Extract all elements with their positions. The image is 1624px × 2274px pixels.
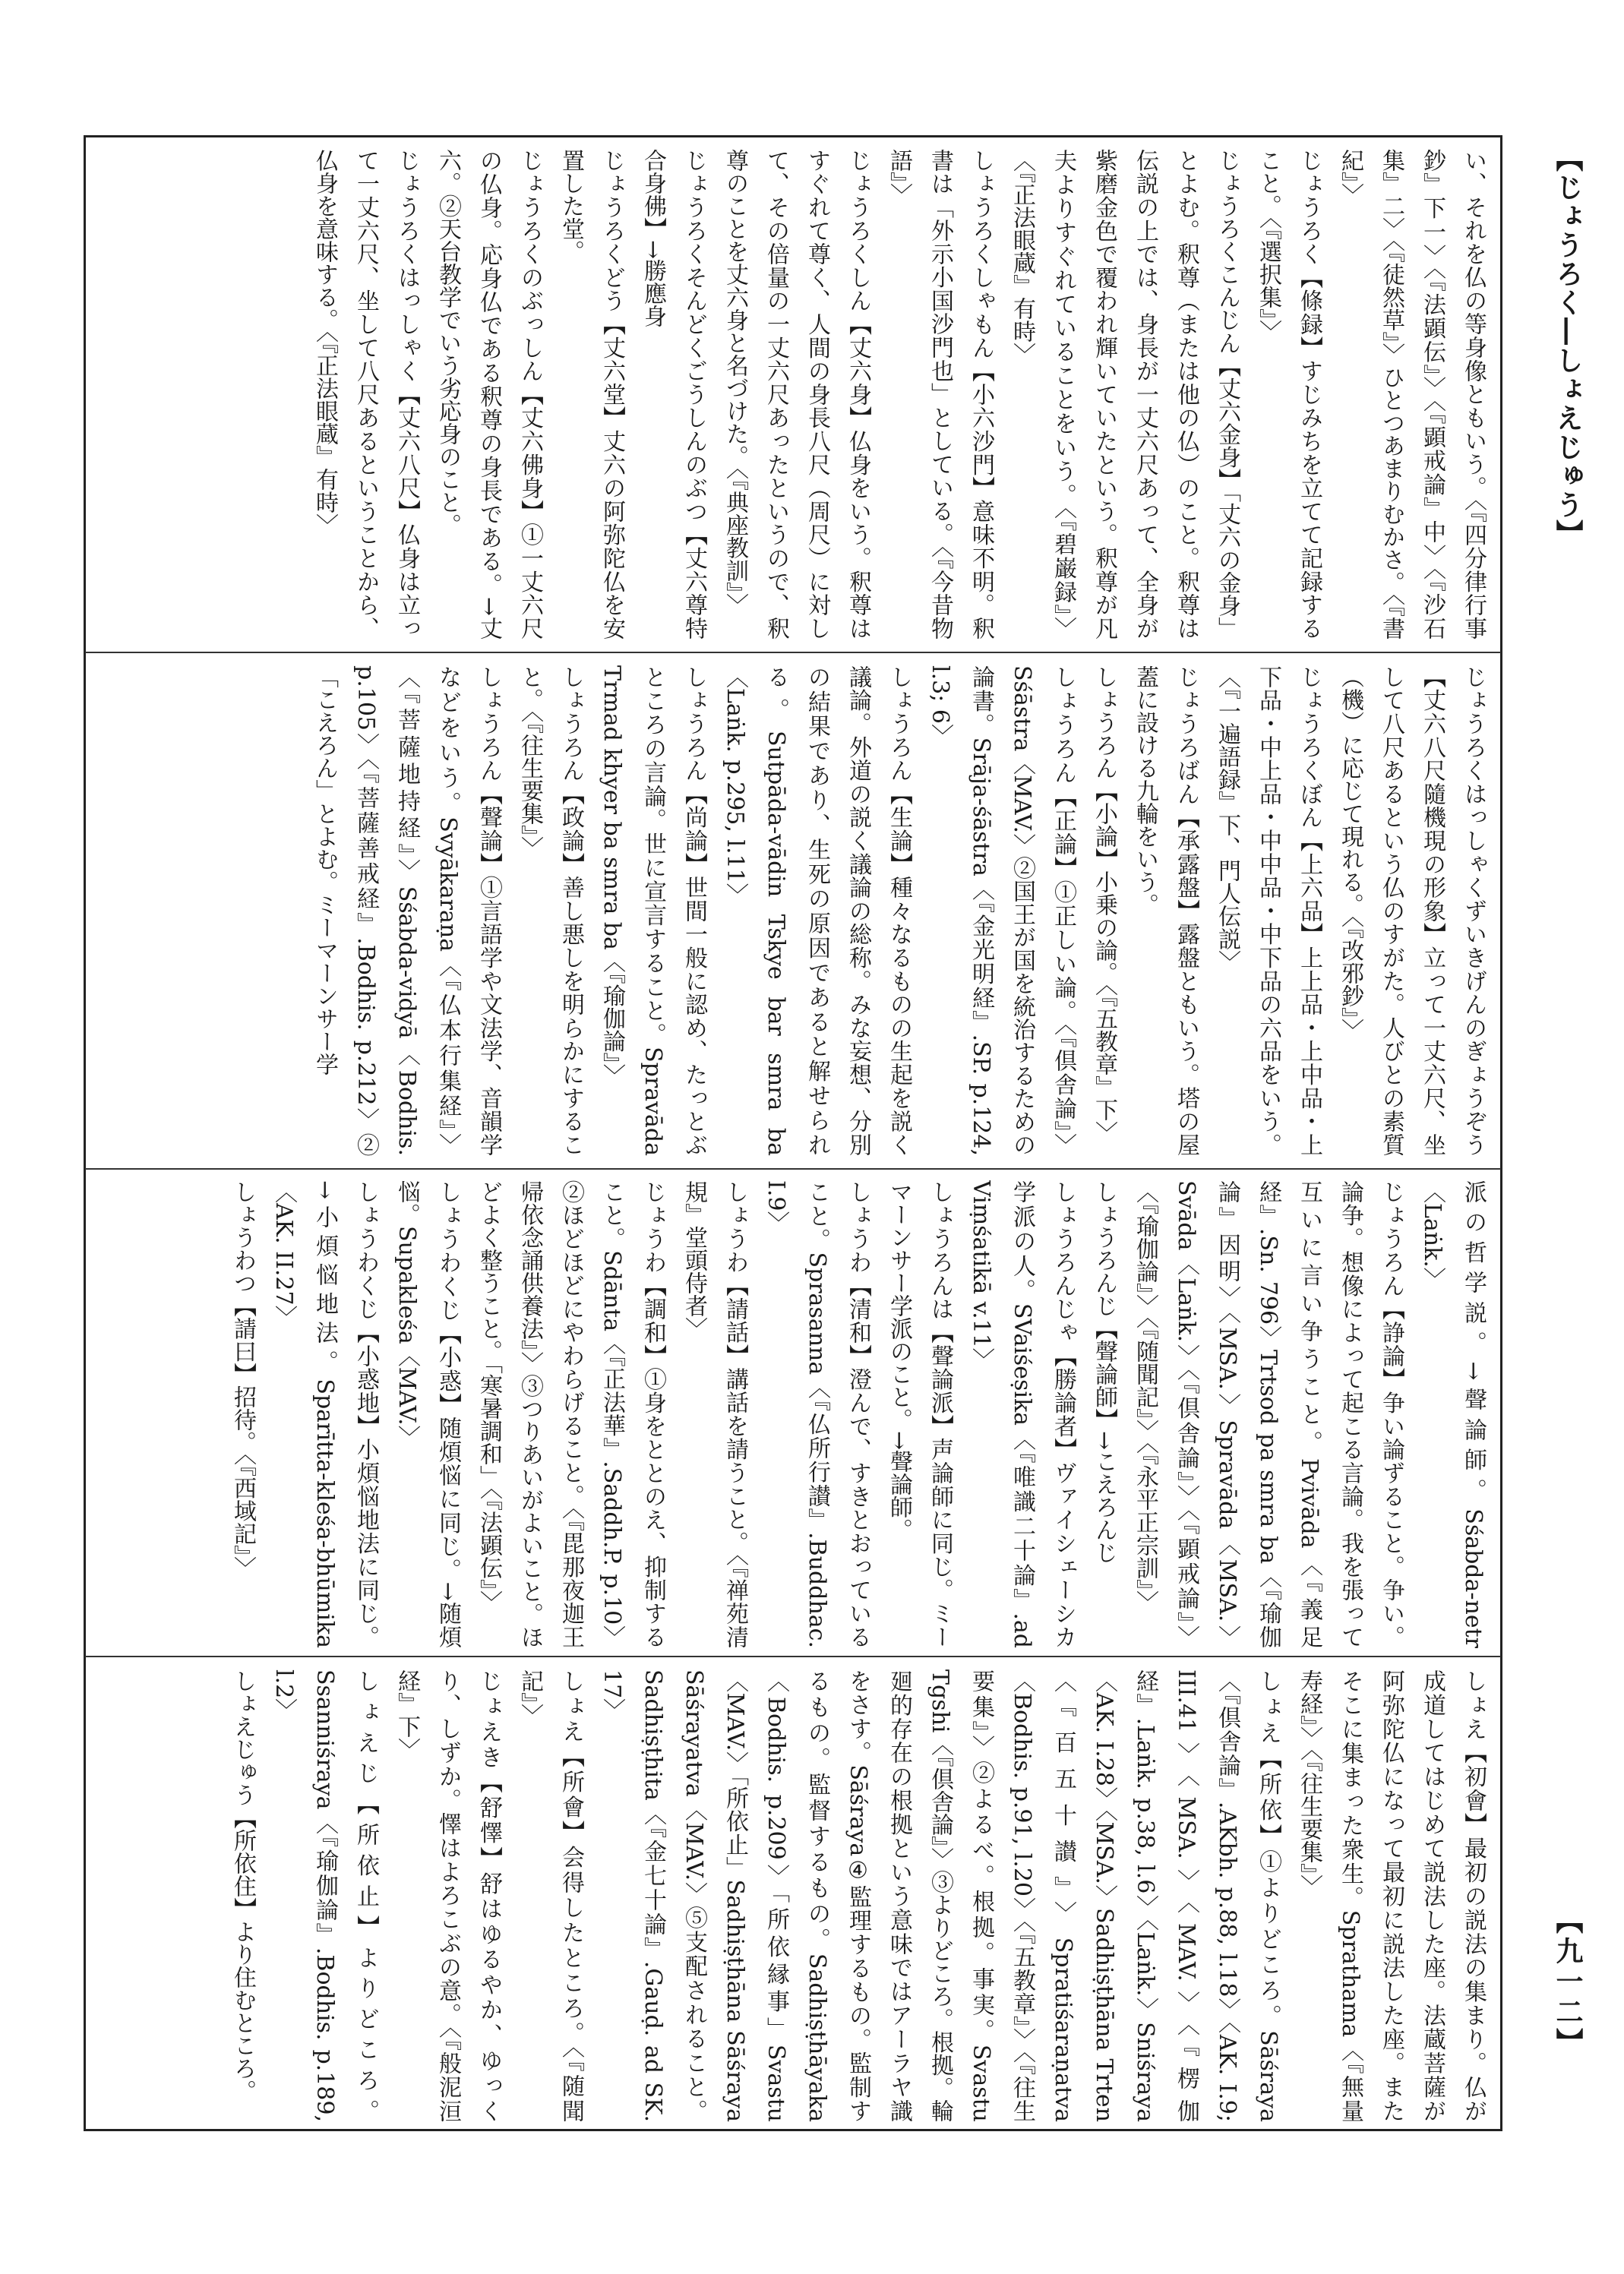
entry: しょえ【所依】①よりどころ。Sāśraya〈『倶舎論』.AKbh. p.88, l.18〉〈AK. I.9; III.41〉〈MSA.〉〈MAV.〉〈『楞伽経』.Laṅk. p.38, l.6〉〈Laṅk.〉Sniśraya〈AK. I.28〉〈MSA.〉Sadhiṣṭhāna Trten〈『百五十讃』〉Spratiśaraṇatva〈Bodhis. p.91, l.20〉〈『五教章』〉〈『往生要集』〉②よるべ。根拠。事実。Svastu Tgshi〈『倶舎論』〉③よりどころ。根拠。輪廻的存在の根拠という意味ではアーラヤ識をさす。Sāśraya④監理するもの。監制するもの。監督するもの。Sadhiṣṭhāyaka〈Bodhis. p.209〉「所依縁事」Svastu〈MAV.〉「所依止」Sadhiṣṭhāna Sāśraya Sāśrayatva〈MAV.〉⑤支配されること。Sadhiṣṭhita〈『金七十論』.Gauḍ. ad SK. 17〉 [599, 1669, 1281, 2122]
entry: しょうろん【聲論】①言語学や文法学、音韻学などをいう。Svyākaraṇa〈『仏本行集経』〉〈『菩薩地持経』〉Sśabda-vidyā〈Bodhis. p.105〉〈『菩薩善戒経』.Bodhis. p.212〉②「こえろん」とよむ。ミーマーンサー学 [311, 665, 502, 1156]
entry: じょうろん【諍論】争い論ずること。争い。論争。想像によって起こる言論。我を張って互いに言い争うこと。Pvivāda〈『義足経』.Sn. 796〉Trtsod pa smra ba〈『瑜伽論』因明〉〈MSA.〉Spravāda〈MSA.〉Svāda〈Laṅk.〉〈『倶舎論』〉〈『顕戒論』〉〈『瑜伽論』〉〈『随聞記』〉〈『永平正宗訓』〉 [1132, 1180, 1404, 1648]
entry: しょうろん【正論】①正しい論。〈『倶舎論』〉Sśāstra〈MAV.〉②国王が国を統治するための論書。Srāja-śāstra〈『金光明経』.SP. p.124, l.3; 6〉 [927, 665, 1076, 1156]
entry: しょえじゅう【所依住】より住むところ。 [229, 1669, 256, 2102]
page-number: 【九一二】 [1552, 1906, 1584, 2058]
entry: しょうろん【政論】善し悪しを明らかにすること。〈『往生要集』〉 [517, 665, 584, 1156]
entry: じょうろくこんじん【丈六金身】「丈六の金身」とよむ。釈尊（または他の仏）のこと。釈尊は伝説の上では、身長が一丈六尺あって、全身が紫磨金色で覆われ輝いていたという。釈尊が凡夫よりすぐれていることをいう。〈『碧巌録』〉〈『正法眼蔵』有時〉 [1009, 149, 1240, 640]
tier-3 [105, 1180, 1493, 1648]
entry: しょうわくじ【小惑】随煩悩に同じ。→随煩悩。Supakleśa〈MAV.〉 [393, 1180, 461, 1648]
entry: しょうろんは【聲論派】声論師に同じ。ミーマーンサー学派のこと。→聲論師。 [886, 1180, 953, 1648]
entry: しょうろんじ【聲論師】→こえろんじ [1091, 1180, 1117, 1565]
entry: 派の哲学説。→聲論師。Sśabda-netr〈Laṅk.〉 [1419, 1180, 1487, 1648]
entry: しょうろん【小論】小乗の論。〈『五教章』下〉 [1091, 665, 1117, 1144]
entry: じょうろくどう【丈六堂】丈六の阿弥陀仏を安置した堂。 [558, 149, 625, 640]
entry: しょうわくじ【小惑地】小煩悩地法に同じ。→小煩悩地法。Sparītta-kleśa-bhūmika〈AK. II.27〉 [270, 1180, 379, 1648]
running-title: 【じょうろく―しょえじゅう】 [1552, 144, 1584, 548]
entry: じょうろくぼん【上六品】上上品・上中品・上下品・中上品・中中品・中下品の六品をいう。〈『一遍語録』下、門人伝説〉 [1214, 665, 1322, 1156]
entry: じょうろくしん【丈六身】仏身をいう。釈尊はすぐれて尊く、人間の身長八尺（周尺）に対して、その倍量の一丈六尺あったというので、釈尊のことを丈六身と名づけた。〈『典座教訓』〉 [722, 149, 871, 640]
entry: しょえ【所會】会得したところ。〈『随聞記』〉 [517, 1669, 584, 2122]
entry: じょえき【舒懌】舒はゆるやか、ゆっくり、しずか。懌はよろこぶの意。〈『般泥洹経』下〉 [393, 1669, 502, 2122]
entry: しょえじ【所依止】よりどころ。Ssanniśraya〈『瑜伽論』.Bodhis. p.189, l.2〉 [270, 1669, 379, 2122]
entry: じょうろく【條録】すじみちを立てて記録すること。〈『選択集』〉 [1255, 149, 1322, 640]
tier-4 [105, 1669, 1493, 2122]
entry: しょうろん【生論】種々なるものの生起を説く議論。外道の説く議論の総称。みな妄想、分別の結果であり、生死の原因であると解せられる。Sutpāda-vādin Tskye bar smra ba〈Laṅk. p.295, l.11〉 [722, 665, 912, 1156]
entry: しょえ【初會】最初の説法の集まり。仏が成道してはじめて説法した座。法蔵菩薩が阿弥陀仏になって最初に説法した座。またそこに集まった衆生。Sprathama〈『無量寿経』〉〈『往生要集』〉 [1296, 1669, 1487, 2122]
entry: しょうろくしゃもん【小六沙門】意味不明。釈書は「外示小国沙門也」としている。〈『今昔物語』〉 [886, 149, 994, 640]
entry: じょうろくのぶっしん【丈六佛身】①一丈六尺の仏身。応身仏である釈尊の身長である。→丈六。②天台教学でいう劣応身のこと。 [434, 149, 543, 640]
entry: じょうろくはっしゃくずいきげんのぎょうぞう【丈六八尺隨機現の形象】立って一丈六尺、坐して八尺あるという仏のすがた。人びとの素質（機）に応じて現れる。〈『改邪鈔』〉 [1337, 665, 1487, 1156]
tier-2 [105, 665, 1493, 1156]
entry: い、それを仏の等身像ともいう。〈『四分律行事鈔』下一〉〈『法顕伝』〉〈『顕戒論』中〉〈『沙石集』二〉〈『徒然草』〉ひとつあまりむかさ。〈『書紀』〉 [1337, 149, 1487, 640]
tier-1 [105, 149, 1493, 640]
entry: じょうろくそんどくごうしんのぶつ【丈六尊特合身佛】→勝應身 [640, 149, 707, 640]
entry: しょうろん【尚論】世間一般に認め、たっとぶところの言論。世に宣言すること。Spravāda Trmad khyer ba smra ba〈『瑜伽論』〉 [599, 665, 707, 1156]
entry: じょうわ【調和】①身をととのえ、抑制すること。Sdānta〈『正法華』.Saddh.P. p.10〉②ほどほどにやわらげること。〈『毘那夜迦王帰依念誦供養法』〉③つりあいがよいこと。ほどよく整うこと。「寒暑調和」〈『法顕伝』〉 [476, 1180, 666, 1648]
entry: じょうろくはっしゃく【丈六八尺】仏身は立って一丈六尺、坐して八尺あるということから、仏身を意味する。〈『正法眼蔵』有時〉 [311, 149, 420, 640]
entry: しょうろんじゃ【勝論者】ヴァイシェーシカ学派の人。SVaiśeṣika〈『唯識二十論』.ad Viṃśatikā v.11〉 [968, 1180, 1076, 1648]
entry: しょうわ【清和】澄んで、すきとおっていること。Sprasanna〈『仏所行讃』.Buddhac. I.9〉 [763, 1180, 871, 1648]
entry: じょうろばん【承露盤】露盤ともいう。塔の屋蓋に設ける九輪をいう。 [1132, 665, 1199, 1156]
entry: しょうわつ【請曰】招待。〈『西域記』〉 [229, 1180, 256, 1579]
tier-divider-2 [85, 1168, 1501, 1170]
tier-divider-3 [85, 1656, 1501, 1657]
tier-divider-1 [85, 652, 1501, 653]
entry: しょうわ【請話】講話を請うこと。〈『禅苑清規』堂頭侍者〉 [681, 1180, 748, 1648]
